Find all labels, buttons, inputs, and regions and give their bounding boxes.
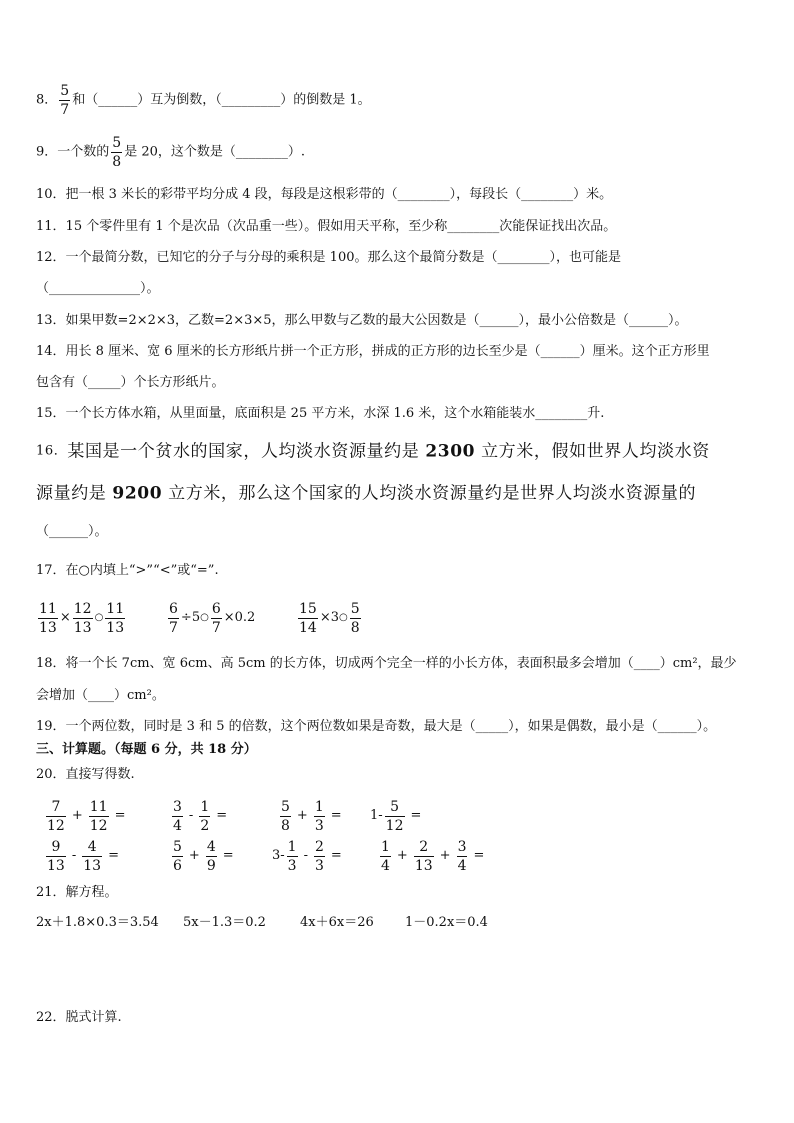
highlight-number: 2300 xyxy=(425,441,476,462)
question-number: 15． xyxy=(36,406,66,421)
calc-row2-item3: 3- $\frac{1}{3}$ - $\frac{2}{3}$ = xyxy=(272,838,342,874)
highlight-number: 9200 xyxy=(112,483,163,504)
calc-row2-item1: $\frac{9}{13}$ - $\frac{4}{13}$ = xyxy=(47,838,119,874)
question-text: 15 个零件里有 1 个是次品（次品重一些）。假如用天平称，至少称________次能保证找出次品。 xyxy=(65,219,617,234)
question-number: 20． xyxy=(36,767,66,782)
question-number: 9． xyxy=(36,144,58,160)
question-8 xyxy=(36,84,371,117)
question-number: 21． xyxy=(36,885,66,900)
compare-item-3: $\frac{15}{14}$ ×3○ $\frac{5}{8}$ xyxy=(299,600,360,636)
question-number: 18． xyxy=(36,656,66,671)
compare-circle[interactable]: ○ xyxy=(339,612,348,623)
question-text: 包含有（_____）个长方形纸片。 xyxy=(36,375,225,390)
question-text: 将一个长 7cm、宽 6cm、高 5cm 的长方体，切成两个完全一样的小长方体，表面积最多会增加（____）cm²，最少 xyxy=(65,656,737,671)
question-text: 用长 8 厘米、宽 6 厘米的长方形纸片拼一个正方形，拼成的正方形的边长至少是（______）厘米。这个正方形里 xyxy=(65,344,710,359)
compare-circle[interactable]: ○ xyxy=(200,612,209,623)
calc-row2-item4: $\frac{1}{4}$ + $\frac{2}{13}$ + $\frac{3}{4}$ = xyxy=(381,838,485,874)
question-19 xyxy=(36,717,716,738)
equation-3: 4x＋6x＝26 xyxy=(300,915,374,930)
question-text: 是 20，这个数是（________）. xyxy=(124,144,306,160)
question-text: 一个长方体水箱，从里面量，底面积是 25 平方米，水深 1.6 米，这个水箱能装水________升. xyxy=(65,406,605,421)
question-number: 11． xyxy=(36,219,66,234)
question-20 xyxy=(36,765,135,786)
question-text: 立方米，那么这个国家的人均淡水资源量约是世界人均淡水资源量的 xyxy=(162,483,697,504)
question-10 xyxy=(36,185,612,206)
question-number: 12． xyxy=(36,250,66,265)
question-number: 13． xyxy=(36,313,66,328)
calc-row1-item2: $\frac{3}{4}$ - $\frac{1}{2}$ = xyxy=(173,798,228,834)
fraction: $\frac{5}{7}$ xyxy=(60,83,70,118)
equation-2: 5x－1.3＝0.2 xyxy=(183,915,266,930)
question-number: 10． xyxy=(36,187,66,202)
question-14 xyxy=(36,342,710,363)
question-text: 一个两位数，同时是 3 和 5 的倍数，这个两位数如果是奇数，最大是（_____），如果是偶数，最小是（______）。 xyxy=(65,719,717,734)
question-text: 和（______）互为倒数，（_________）的倒数是 1。 xyxy=(72,92,371,108)
question-17 xyxy=(36,561,219,582)
question-9 xyxy=(36,136,305,169)
question-text: 某国是一个贫水的国家，人均淡水资源量约是 xyxy=(67,441,426,462)
question-18-cont xyxy=(36,686,165,707)
question-12 xyxy=(36,248,621,269)
fraction: $\frac{5}{8}$ xyxy=(112,135,122,170)
question-13 xyxy=(36,311,688,332)
question-text: 一个数的 xyxy=(57,144,110,160)
question-text: 如果甲数=2×2×3，乙数=2×3×5，那么甲数与乙数的最大公因数是（______），最小公倍数是（______）。 xyxy=(65,313,688,328)
question-14-cont xyxy=(36,373,225,394)
question-text: 直接写得数. xyxy=(65,767,135,782)
section-heading: 三、计算题。（每题 6 分，共 18 分） xyxy=(36,742,257,757)
question-15 xyxy=(36,404,604,425)
calc-row2-item2: $\frac{5}{6}$ + $\frac{4}{9}$ = xyxy=(173,838,234,874)
question-12-cont xyxy=(36,279,160,300)
question-16 xyxy=(36,436,710,467)
question-text: 立方米，假如世界人均淡水资 xyxy=(475,441,710,462)
question-18 xyxy=(36,654,737,675)
compare-item-1: $\frac{11}{13}$ × $\frac{12}{13}$ ○ $\frac{11}{13}$ xyxy=(39,600,125,636)
question-number: 19． xyxy=(36,719,66,734)
question-number: 22． xyxy=(36,1010,66,1025)
question-16-line2 xyxy=(36,478,696,509)
question-text: （______________）。 xyxy=(36,281,160,296)
question-21 xyxy=(36,883,118,904)
calc-row1-item1: $\frac{7}{12}$ + $\frac{11}{12}$ = xyxy=(47,798,126,834)
question-22 xyxy=(36,1008,122,1029)
question-number: 16． xyxy=(36,443,68,459)
question-number: 8． xyxy=(36,92,58,108)
equation-1: 2x＋1.8×0.3＝3.54 xyxy=(36,915,159,930)
question-text: 把一根 3 米长的彩带平均分成 4 段，每段是这根彩带的（________），每段长（________）米。 xyxy=(65,187,613,202)
question-text: 脱式计算. xyxy=(65,1010,122,1025)
calc-row1-item3: $\frac{5}{8}$ + $\frac{1}{3}$ = xyxy=(281,798,342,834)
question-number: 14． xyxy=(36,344,66,359)
compare-circle[interactable]: ○ xyxy=(94,612,104,623)
question-text: 源量约是 xyxy=(36,483,113,504)
question-number: 17． xyxy=(36,563,66,578)
question-11 xyxy=(36,217,616,238)
section-title xyxy=(36,740,257,761)
question-text: 解方程。 xyxy=(65,885,118,900)
question-text: （______）。 xyxy=(36,524,108,539)
compare-item-2: $\frac{6}{7}$ ÷5○ $\frac{6}{7}$ ×0.2 xyxy=(169,600,256,636)
question-text: 一个最简分数，已知它的分子与分母的乘积是 100。那么这个最简分数是（________），也可能是 xyxy=(65,250,621,265)
question-16-line3 xyxy=(36,522,108,543)
equation-4: 1－0.2x＝0.4 xyxy=(405,915,488,930)
question-text: 在○内填上“>”“<”或“=”. xyxy=(65,563,219,578)
question-text: 会增加（____）cm²。 xyxy=(36,688,165,703)
calc-row1-item4: 1- $\frac{5}{12}$ = xyxy=(370,798,422,834)
